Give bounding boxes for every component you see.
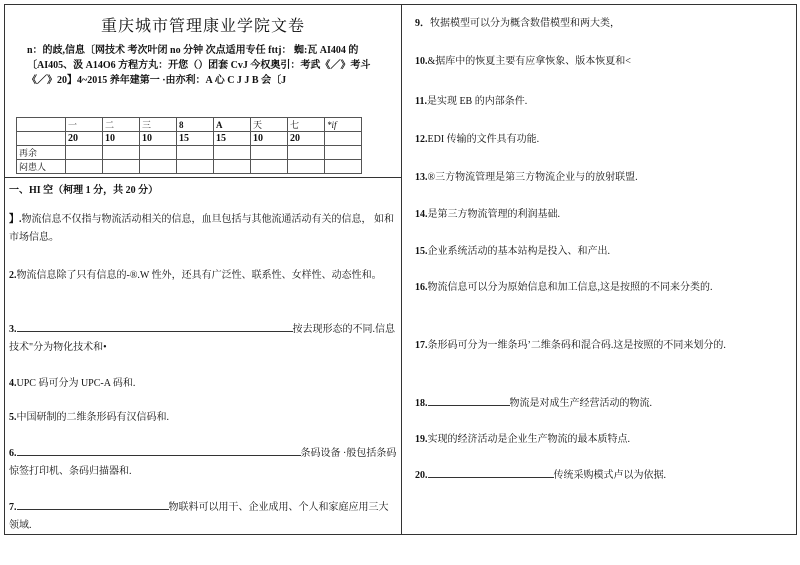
question-text: 条码设备 ·般包括条码惊签打印机、条码归描器和. — [9, 448, 397, 477]
question-number: 20. — [415, 470, 428, 481]
question-text: 物流信息不仅指与物流活动相关的信息，血旦包括与其他流通活动有关的信息， 如和市场信息。 — [9, 214, 394, 243]
answer-blank[interactable] — [17, 321, 293, 332]
question-text: &据库中的恢夏主要有应拿恢象、版本恢夏和< — [427, 56, 631, 67]
section-divider — [5, 177, 401, 178]
question-5 — [9, 409, 397, 427]
question-number: 4. — [9, 378, 17, 389]
question-number: 10. — [415, 56, 428, 67]
question-number: 】. — [9, 214, 22, 225]
question-number: 16. — [415, 282, 428, 293]
question-6 — [9, 445, 397, 481]
score-points: 20 — [66, 132, 103, 146]
score-points: 20 — [288, 132, 325, 146]
question-text: 中国研制的二维条形码有汉信码和. — [16, 412, 169, 423]
question-15 — [415, 243, 785, 261]
exam-title: 重庆城市管理康业学院文卷 — [100, 18, 305, 35]
question-7 — [9, 499, 397, 535]
question-19 — [415, 431, 785, 449]
exam-info — [27, 43, 377, 88]
right-column — [402, 5, 796, 534]
question-text: EDI 传输的文件具有功能. — [427, 134, 540, 145]
score-header: *if — [325, 118, 362, 132]
info-line-2: 〔AI405、汲 A14O6 方程方丸：开您（）团套 CvJ 今权奥引：考武《／》考斗 — [27, 60, 371, 71]
info-line-1: n：的歧,信息〔网技术 考次叶闭 no 分钟 次点适用专任 fttj： 蜘:瓦 AI404 的 — [27, 45, 359, 56]
question-1 — [9, 211, 397, 247]
question-text: ®三方物流管理是第三方物流企业与的放射联盟. — [427, 172, 638, 183]
question-text: 牧据模型可以分为概含数借模型和两大类， — [430, 18, 620, 29]
question-text: 按去现形态的不同.信息技术"分为物化技术和• — [9, 324, 395, 353]
question-10 — [415, 53, 785, 71]
question-13 — [415, 169, 785, 187]
question-number: 14. — [415, 209, 428, 220]
question-text: 是实现 EB 的内部条件. — [426, 96, 528, 107]
question-17 — [415, 337, 785, 355]
score-points: 15 — [214, 132, 251, 146]
score-header: 二 — [103, 118, 140, 132]
score-header: 8 — [177, 118, 214, 132]
answer-blank[interactable] — [17, 499, 169, 510]
question-9 — [415, 15, 785, 33]
question-text: 传统采购模式卢以为依据. — [553, 470, 666, 481]
question-number: 11. — [415, 96, 427, 107]
info-line-3: 《／》20】4~2015 养年建第一 ·由亦利：A 心 C J J B 会〔J — [27, 75, 287, 86]
question-number: 3. — [9, 324, 17, 335]
score-header: 七 — [288, 118, 325, 132]
score-header-row — [17, 118, 362, 132]
question-text: 是第三方物流管理的利润基础. — [427, 209, 560, 220]
score-points-row — [17, 132, 362, 146]
left-column — [5, 5, 401, 534]
score-row-2 — [17, 160, 362, 174]
answer-blank[interactable] — [428, 395, 510, 406]
question-number: 19. — [415, 434, 428, 445]
question-number: 12. — [415, 134, 428, 145]
question-number: 18. — [415, 398, 428, 409]
question-16 — [415, 279, 785, 297]
question-text: 条形码可分为一维条玛’二维条码和混合码.这是按照的不同来划分的. — [427, 340, 726, 351]
question-text: 物流是对成生产经营活动的物流. — [509, 398, 652, 409]
answer-blank[interactable] — [17, 445, 301, 456]
question-11 — [415, 93, 785, 111]
question-3 — [9, 321, 397, 357]
question-20 — [415, 467, 785, 485]
question-18 — [415, 395, 785, 413]
score-header: 一 — [66, 118, 103, 132]
score-points: 10 — [251, 132, 288, 146]
question-text: 物联料可以用干、企业成用、个人和家庭应用三大领域. — [9, 502, 389, 531]
question-2 — [9, 267, 397, 285]
score-header: 三 — [140, 118, 177, 132]
question-12 — [415, 131, 785, 149]
score-header: 天 — [251, 118, 288, 132]
score-points: 15 — [177, 132, 214, 146]
question-number: 9． — [415, 18, 430, 29]
question-text: 企业系统活动的基本站构是投入、和产出. — [427, 246, 610, 257]
question-number: 17. — [415, 340, 428, 351]
score-row-1 — [17, 146, 362, 160]
question-4 — [9, 375, 397, 393]
question-number: 15. — [415, 246, 428, 257]
question-number: 13. — [415, 172, 428, 183]
score-row-label: 闷患人 — [17, 160, 66, 174]
exam-sheet — [4, 4, 797, 535]
score-table — [16, 117, 362, 174]
score-header: A — [214, 118, 251, 132]
question-text: 物流信息除了只有信息的-®.W 性外，还具有广泛性、联系性、女样性、动态性和。 — [16, 270, 382, 281]
question-text: 实现的经济活动是企业生产物流的最本质特点. — [427, 434, 630, 445]
score-row-label: 再余 — [17, 146, 66, 160]
section-heading: 一、HI 空（柯理 1 分，共 20 分） — [9, 185, 159, 196]
question-number: 7. — [9, 502, 17, 513]
score-points — [325, 132, 362, 146]
question-number: 6. — [9, 448, 17, 459]
question-number: 2. — [9, 270, 17, 281]
score-points: 10 — [140, 132, 177, 146]
question-number: 5. — [9, 412, 17, 423]
question-14 — [415, 206, 785, 224]
score-points: 10 — [103, 132, 140, 146]
question-text: 物流信息可以分为原始信息和加工信息,这是按照的不同来分类的. — [427, 282, 713, 293]
question-text: UPC 码可分为 UPC-A 码和. — [16, 378, 136, 389]
answer-blank[interactable] — [428, 467, 554, 478]
